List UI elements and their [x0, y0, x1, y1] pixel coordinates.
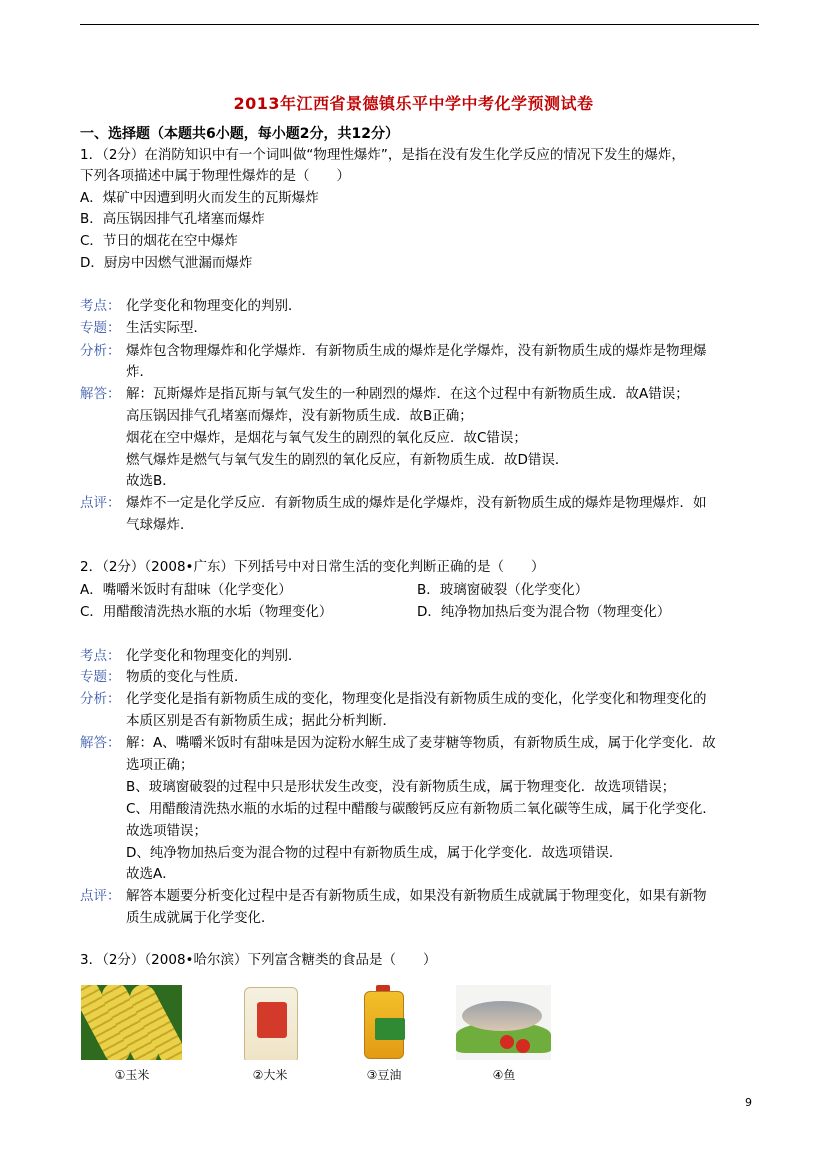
q2-dianping-line-1: 解答本题要分析变化过程中是否有新物质生成，如果没有新物质生成就属于物理变化，如果有新物: [126, 888, 707, 904]
caption-rice: ②大米: [252, 1068, 288, 1082]
corn-image: [81, 985, 182, 1060]
q1-dianping-line-2: 气球爆炸．: [126, 517, 194, 533]
q2-kaodian: 化学变化和物理变化的判别．: [126, 648, 302, 664]
q1-option-b: B．高压锅因排气孔堵塞而爆炸: [80, 211, 265, 227]
q2-option-b: B．玻璃窗破裂（化学变化）: [417, 582, 589, 598]
q3-stem: 3．（2分）（2008•哈尔滨）下列富含糖类的食品是（ ）: [80, 952, 437, 968]
q2-jieda-line-2: 选项正确；: [126, 757, 194, 773]
fish-image: [456, 985, 551, 1060]
q1-kaodian-label: 考点：: [80, 298, 121, 314]
q2-jieda-label: 解答：: [80, 735, 121, 751]
caption-corn: ①玉米: [114, 1068, 150, 1082]
q1-stem-line-1: 1．（2分）在消防知识中有一个词叫做“物理性爆炸”，是指在没有发生化学反应的情况下发生的爆炸，: [80, 147, 685, 163]
q1-fenxi-line-1: 爆炸包含物理爆炸和化学爆炸．有新物质生成的爆炸是化学爆炸，没有新物质生成的爆炸是物理爆: [126, 343, 707, 359]
q2-fenxi-label: 分析：: [80, 691, 121, 707]
section-heading: 一、选择题（本题共6小题，每小题2分，共12分）: [80, 126, 399, 142]
q1-option-d: D．厨房中因燃气泄漏而爆炸: [80, 255, 253, 271]
q2-jieda-line-3: B、玻璃窗破裂的过程中只是形状发生改变，没有新物质生成，属于物理变化．故选项错误；: [126, 779, 676, 795]
q1-jieda-line-2: 高压锅因排气孔堵塞而爆炸，没有新物质生成．故B正确；: [126, 408, 473, 424]
q1-zhuanti: 生活实际型．: [126, 320, 207, 336]
header-rule: [80, 24, 759, 25]
soybean-oil-image: [358, 985, 408, 1060]
caption-oil: ③豆油: [366, 1068, 402, 1082]
q2-jieda-line-6: D、纯净物加热后变为混合物的过程中有新物质生成，属于化学变化．故选项错误．: [126, 845, 623, 861]
q1-option-a: A．煤矿中因遭到明火而发生的瓦斯爆炸: [80, 190, 319, 206]
rice-bag-image: [240, 985, 300, 1060]
q2-jieda-line-1: 解：A、嘴嚼米饭时有甜味是因为淀粉水解生成了麦芽糖等物质，有新物质生成，属于化学变化．故: [126, 735, 716, 751]
q2-stem: 2．（2分）（2008•广东）下列括号中对日常生活的变化判断正确的是（ ）: [80, 559, 545, 575]
q1-jieda-line-4: 燃气爆炸是燃气与氧气发生的剧烈的氧化反应，有新物质生成．故D错误．: [126, 452, 569, 468]
q1-dianping-line-1: 爆炸不一定是化学反应．有新物质生成的爆炸是化学爆炸，没有新物质生成的爆炸是物理爆炸．如: [126, 495, 707, 511]
q2-jieda-line-5: 故选项错误；: [126, 823, 207, 839]
q1-option-c: C．节日的烟花在空中爆炸: [80, 233, 238, 249]
q1-fenxi-line-2: 炸．: [126, 364, 153, 380]
q2-fenxi-line-1: 化学变化是指有新物质生成的变化，物理变化是指没有新物质生成的变化，化学变化和物理变化的: [126, 691, 707, 707]
q2-dianping-label: 点评：: [80, 888, 121, 904]
exam-title: 2013年江西省景德镇乐平中学中考化学预测试卷: [233, 94, 594, 113]
q2-option-d: D．纯净物加热后变为混合物（物理变化）: [417, 604, 671, 620]
q2-jieda-line-4: C、用醋酸清洗热水瓶的水垢的过程中醋酸与碳酸钙反应有新物质二氧化碳等生成，属于化学变化．: [126, 801, 716, 817]
q1-jieda-label: 解答：: [80, 386, 121, 402]
q1-jieda-line-1: 解：瓦斯爆炸是指瓦斯与氧气发生的一种剧烈的爆炸．在这个过程中有新物质生成．故A错误；: [126, 386, 689, 402]
q2-zhuanti-label: 专题：: [80, 669, 121, 685]
q2-fenxi-line-2: 本质区别是否有新物质生成；据此分析判断．: [126, 713, 396, 729]
q1-jieda-line-5: 故选B．: [126, 473, 176, 489]
q1-dianping-label: 点评：: [80, 495, 121, 511]
q2-zhuanti: 物质的变化与性质．: [126, 669, 248, 685]
q1-stem-line-2: 下列各项描述中属于物理性爆炸的是（ ）: [80, 168, 350, 184]
q2-kaodian-label: 考点：: [80, 648, 121, 664]
q1-kaodian: 化学变化和物理变化的判别．: [126, 298, 302, 314]
q2-dianping-line-2: 质生成就属于化学变化．: [126, 910, 275, 926]
q1-fenxi-label: 分析：: [80, 343, 121, 359]
caption-fish: ④鱼: [492, 1068, 516, 1082]
q2-jieda-line-7: 故选A．: [126, 866, 176, 882]
q1-jieda-line-3: 烟花在空中爆炸，是烟花与氧气发生的剧烈的氧化反应．故C错误；: [126, 430, 527, 446]
q2-option-a: A．嘴嚼米饭时有甜味（化学变化）: [80, 582, 292, 598]
q1-zhuanti-label: 专题：: [80, 320, 121, 336]
page-number: 9: [745, 1096, 752, 1109]
q2-option-c: C．用醋酸清洗热水瓶的水垢（物理变化）: [80, 604, 333, 620]
